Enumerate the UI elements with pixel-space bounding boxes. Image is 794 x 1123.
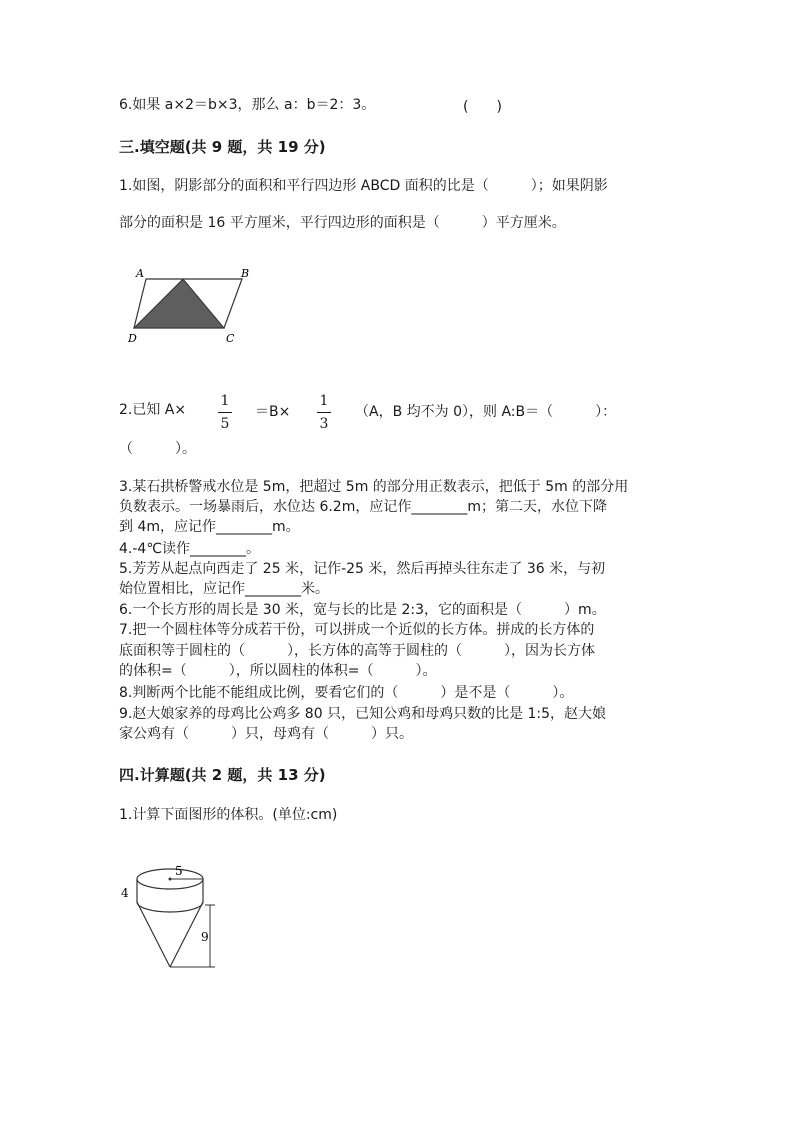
center-point — [169, 878, 172, 881]
fill-q3-line1: 3.某石拱桥警戒水位是 5m，把超过 5m 的部分用正数表示，把低于 5m 的部分用 — [119, 479, 629, 495]
parallelogram-figure — [124, 264, 254, 348]
fill-q7-line3: 的体积=（ ），所以圆柱的体积=（ ）。 — [119, 663, 437, 679]
label-a: A — [136, 267, 144, 280]
fraction-one-fifth — [216, 393, 234, 432]
fill-q5-line1: 5.芳芳从起点向西走了 25 米，记作-25 米，然后再掉头往东走了 36 米，与初 — [119, 561, 606, 577]
shaded-triangle — [134, 279, 224, 328]
cylinder-cone-figure — [115, 852, 225, 977]
fill-q9-line1: 9.赵大娘家养的母鸡比公鸡多 80 只，已知公鸡和母鸡只数的比是 1:5，赵大娘 — [119, 706, 607, 722]
fill-q2-suffix: （A，B 均不为 0），则 A:B＝（ ）： — [355, 404, 617, 420]
section-heading-calc: 四.计算题(共 2 题，共 13 分) — [119, 766, 326, 784]
fill-q7-line2: 底面积等于圆柱的（ ），长方体的高等于圆柱的（ ），因为长方体 — [119, 643, 595, 659]
section-heading-fill: 三.填空题(共 9 题，共 19 分) — [119, 138, 326, 156]
cone-height-label: 9 — [201, 930, 209, 944]
label-b: B — [241, 267, 250, 280]
fill-q3-line2: 负数表示。一场暴雨后，水位达 6.2m，应记作________m；第二天，水位下降 — [119, 499, 607, 515]
fill-q3-line3: 到 4m，应记作________m。 — [119, 519, 300, 535]
fill-q9-line2: 家公鸡有（ ）只，母鸡有（ ）只。 — [119, 726, 413, 742]
fraction-bar — [317, 412, 331, 413]
fill-q1-line2: 部分的面积是 16 平方厘米，平行四边形的面积是（ ）平方厘米。 — [119, 215, 566, 231]
fill-q1-line1: 1.如图，阴影部分的面积和平行四边形 ABCD 面积的比是（ ）；如果阴影 — [119, 178, 608, 194]
label-c: C — [226, 332, 235, 345]
cylinder-bottom-arc — [137, 902, 203, 912]
fill-q2-mid: ＝B× — [255, 404, 291, 420]
fill-q4: 4.-4℃读作________。 — [119, 541, 261, 557]
fraction-numerator: 1 — [220, 393, 230, 409]
judgement-q6: 6.如果 a×2＝b×3，那么 a：b＝2：3。 — [119, 97, 376, 113]
fraction-numerator: 1 — [319, 393, 329, 409]
answer-paren[interactable]: ( ) — [463, 99, 502, 115]
calc-q1: 1.计算下面图形的体积。(单位:cm) — [119, 807, 338, 823]
cylinder-height-label: 4 — [121, 886, 129, 900]
fraction-one-third — [315, 393, 333, 432]
fill-q2-prefix: 2.已知 A× — [119, 402, 187, 418]
fraction-bar — [218, 412, 232, 413]
radius-label: 5 — [175, 864, 183, 878]
fill-q7-line1: 7.把一个圆柱体等分成若干份，可以拼成一个近似的长方体。拼成的长方体的 — [119, 622, 595, 638]
fraction-denominator: 3 — [319, 416, 329, 432]
fraction-denominator: 5 — [220, 416, 230, 432]
fill-q8: 8.判断两个比能不能组成比例，要看它们的（ ）是不是（ ）。 — [119, 685, 574, 701]
fill-q2-line2: （ ）。 — [119, 441, 196, 457]
fill-q5-line2: 始位置相比，应记作________米。 — [119, 581, 329, 597]
fill-q6: 6.一个长方形的周长是 30 米，宽与长的比是 2:3，它的面积是（ ）m。 — [119, 602, 606, 618]
label-d: D — [128, 332, 137, 345]
